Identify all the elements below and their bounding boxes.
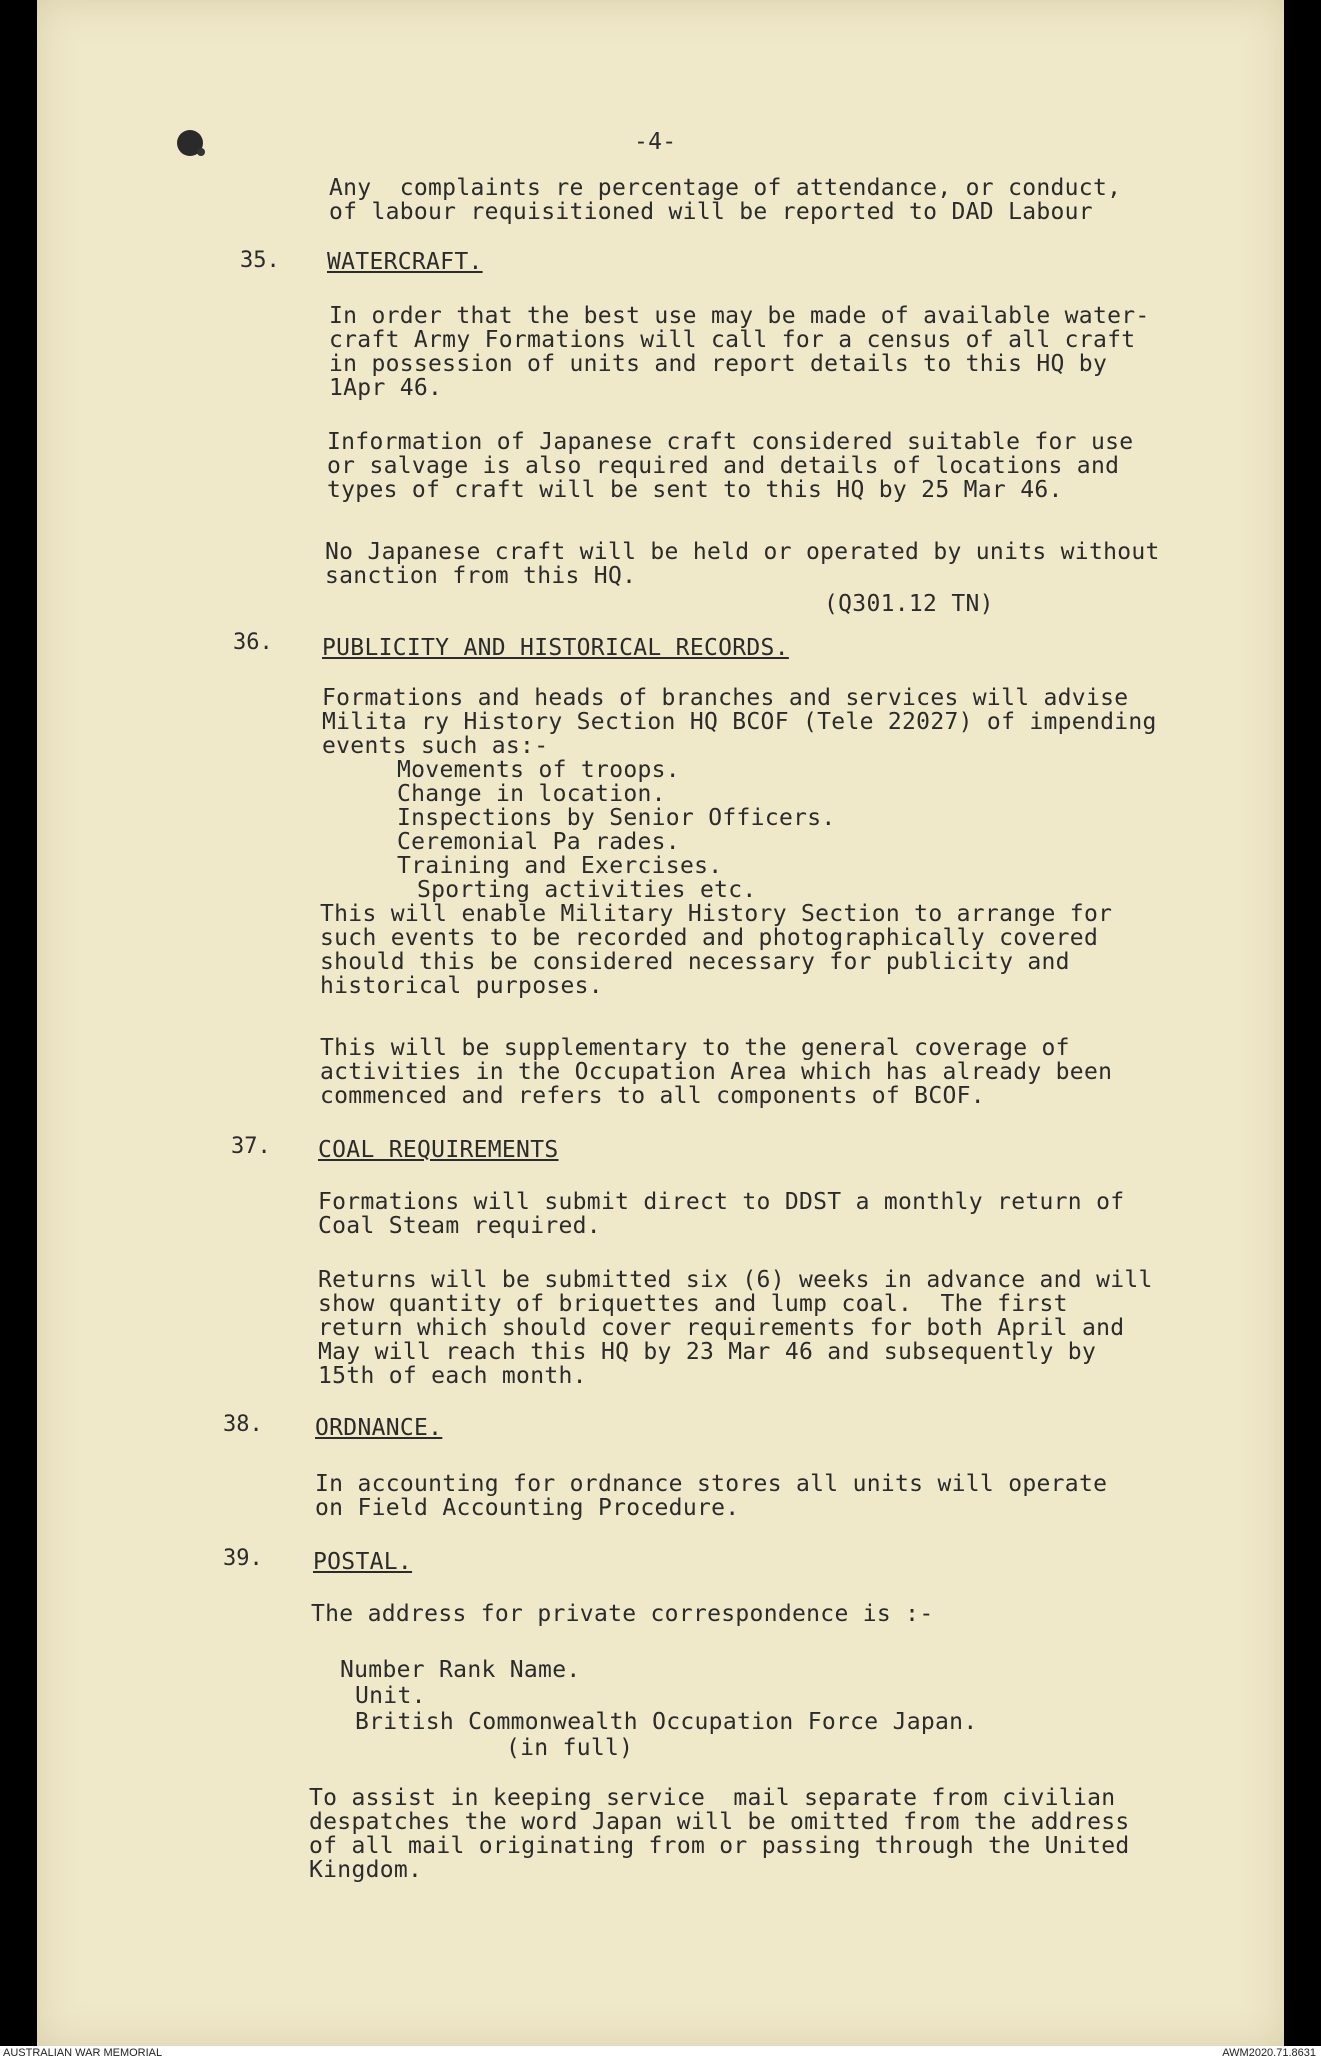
para-line: This will enable Military History Section to arrange for: [320, 901, 1113, 927]
address-line: Number Rank Name.: [340, 1657, 581, 1683]
para-line: craft Army Formations will call for a census of all craft: [329, 327, 1136, 353]
para-line: In accounting for ordnance stores all units will operate: [315, 1471, 1108, 1497]
para-line: of all mail originating from or passing through the United: [309, 1833, 1130, 1859]
section-number: 39.: [223, 1546, 263, 1571]
para-line: such events to be recorded and photographically covered: [320, 925, 1099, 951]
para-line: on Field Accounting Procedure.: [315, 1495, 740, 1521]
para-line: despatches the word Japan will be omitted from the address: [309, 1809, 1130, 1835]
section-number: 37.: [231, 1134, 271, 1159]
address-line: Unit.: [355, 1683, 426, 1709]
para-line: To assist in keeping service mail separate from civilian: [309, 1785, 1116, 1811]
para-line: The address for private correspondence is :-: [311, 1601, 934, 1627]
para-line: Formations and heads of branches and services will advise: [322, 685, 1129, 711]
para-line: 15th of each month.: [318, 1363, 587, 1389]
punch-hole-fragment: [197, 148, 205, 156]
para-line: Kingdom.: [309, 1857, 423, 1883]
file-reference: (Q301.12 TN): [824, 591, 994, 617]
intro-line-1: Any complaints re percentage of attendance, or conduct,: [329, 175, 1122, 201]
para-line: or salvage is also required and details of locations and: [327, 453, 1120, 479]
para-line: should this be considered necessary for publicity and: [320, 949, 1070, 975]
para-line: types of craft will be sent to this HQ by 25 Mar 46.: [327, 477, 1063, 503]
section-number: 36.: [233, 630, 273, 655]
para-line: activities in the Occupation Area which has already been: [320, 1059, 1113, 1085]
para-line: Formations will submit direct to DDST a monthly return of: [318, 1189, 1125, 1215]
para-line: Milita ry History Section HQ BCOF (Tele 22027) of impending: [322, 709, 1157, 735]
list-item: Change in location.: [397, 781, 666, 807]
list-item: Ceremonial Pa rades.: [397, 829, 680, 855]
footer-item-id: AWM2020.71.8631: [1222, 2047, 1316, 2059]
section-number: 35.: [240, 248, 280, 273]
para-line: return which should cover requirements for both April and: [318, 1315, 1125, 1341]
para-line: sanction from this HQ.: [325, 563, 637, 589]
section-title: POSTAL.: [313, 1549, 413, 1575]
para-line: commenced and refers to all components of BCOF.: [320, 1083, 985, 1109]
para-line: No Japanese craft will be held or operated by units without: [325, 539, 1160, 565]
para-line: events such as:-: [322, 733, 549, 759]
para-line: in possession of units and report details to this HQ by: [329, 351, 1108, 377]
intro-line-2: of labour requisitioned will be reported to DAD Labour: [329, 199, 1093, 225]
document-page: [37, 0, 1284, 2046]
section-title: WATERCRAFT.: [327, 249, 483, 275]
page-number: -4-: [634, 129, 677, 155]
para-line: In order that the best use may be made of available water-: [329, 303, 1150, 329]
list-item: Training and Exercises.: [397, 853, 723, 879]
para-line: show quantity of briquettes and lump coal. The first: [318, 1291, 1068, 1317]
para-line: 1Apr 46.: [329, 375, 443, 401]
section-number: 38.: [223, 1412, 263, 1437]
footer-bar: [0, 2046, 1321, 2061]
para-line: This will be supplementary to the general coverage of: [320, 1035, 1070, 1061]
list-item: Inspections by Senior Officers.: [397, 805, 836, 831]
address-line: British Commonwealth Occupation Force Japan.: [355, 1709, 978, 1735]
footer-institution: AUSTRALIAN WAR MEMORIAL: [3, 2047, 163, 2059]
para-line: Coal Steam required.: [318, 1213, 601, 1239]
address-line: (in full): [506, 1735, 634, 1761]
para-line: Returns will be submitted six (6) weeks in advance and will: [318, 1267, 1153, 1293]
para-line: May will reach this HQ by 23 Mar 46 and subsequently by: [318, 1339, 1097, 1365]
section-title: COAL REQUIREMENTS: [318, 1137, 559, 1163]
list-item: Sporting activities etc.: [417, 877, 757, 903]
section-title: PUBLICITY AND HISTORICAL RECORDS.: [322, 635, 789, 661]
para-line: Information of Japanese craft considered suitable for use: [327, 429, 1134, 455]
para-line: historical purposes.: [320, 973, 603, 999]
section-title: ORDNANCE.: [315, 1415, 443, 1441]
list-item: Movements of troops.: [397, 757, 680, 783]
